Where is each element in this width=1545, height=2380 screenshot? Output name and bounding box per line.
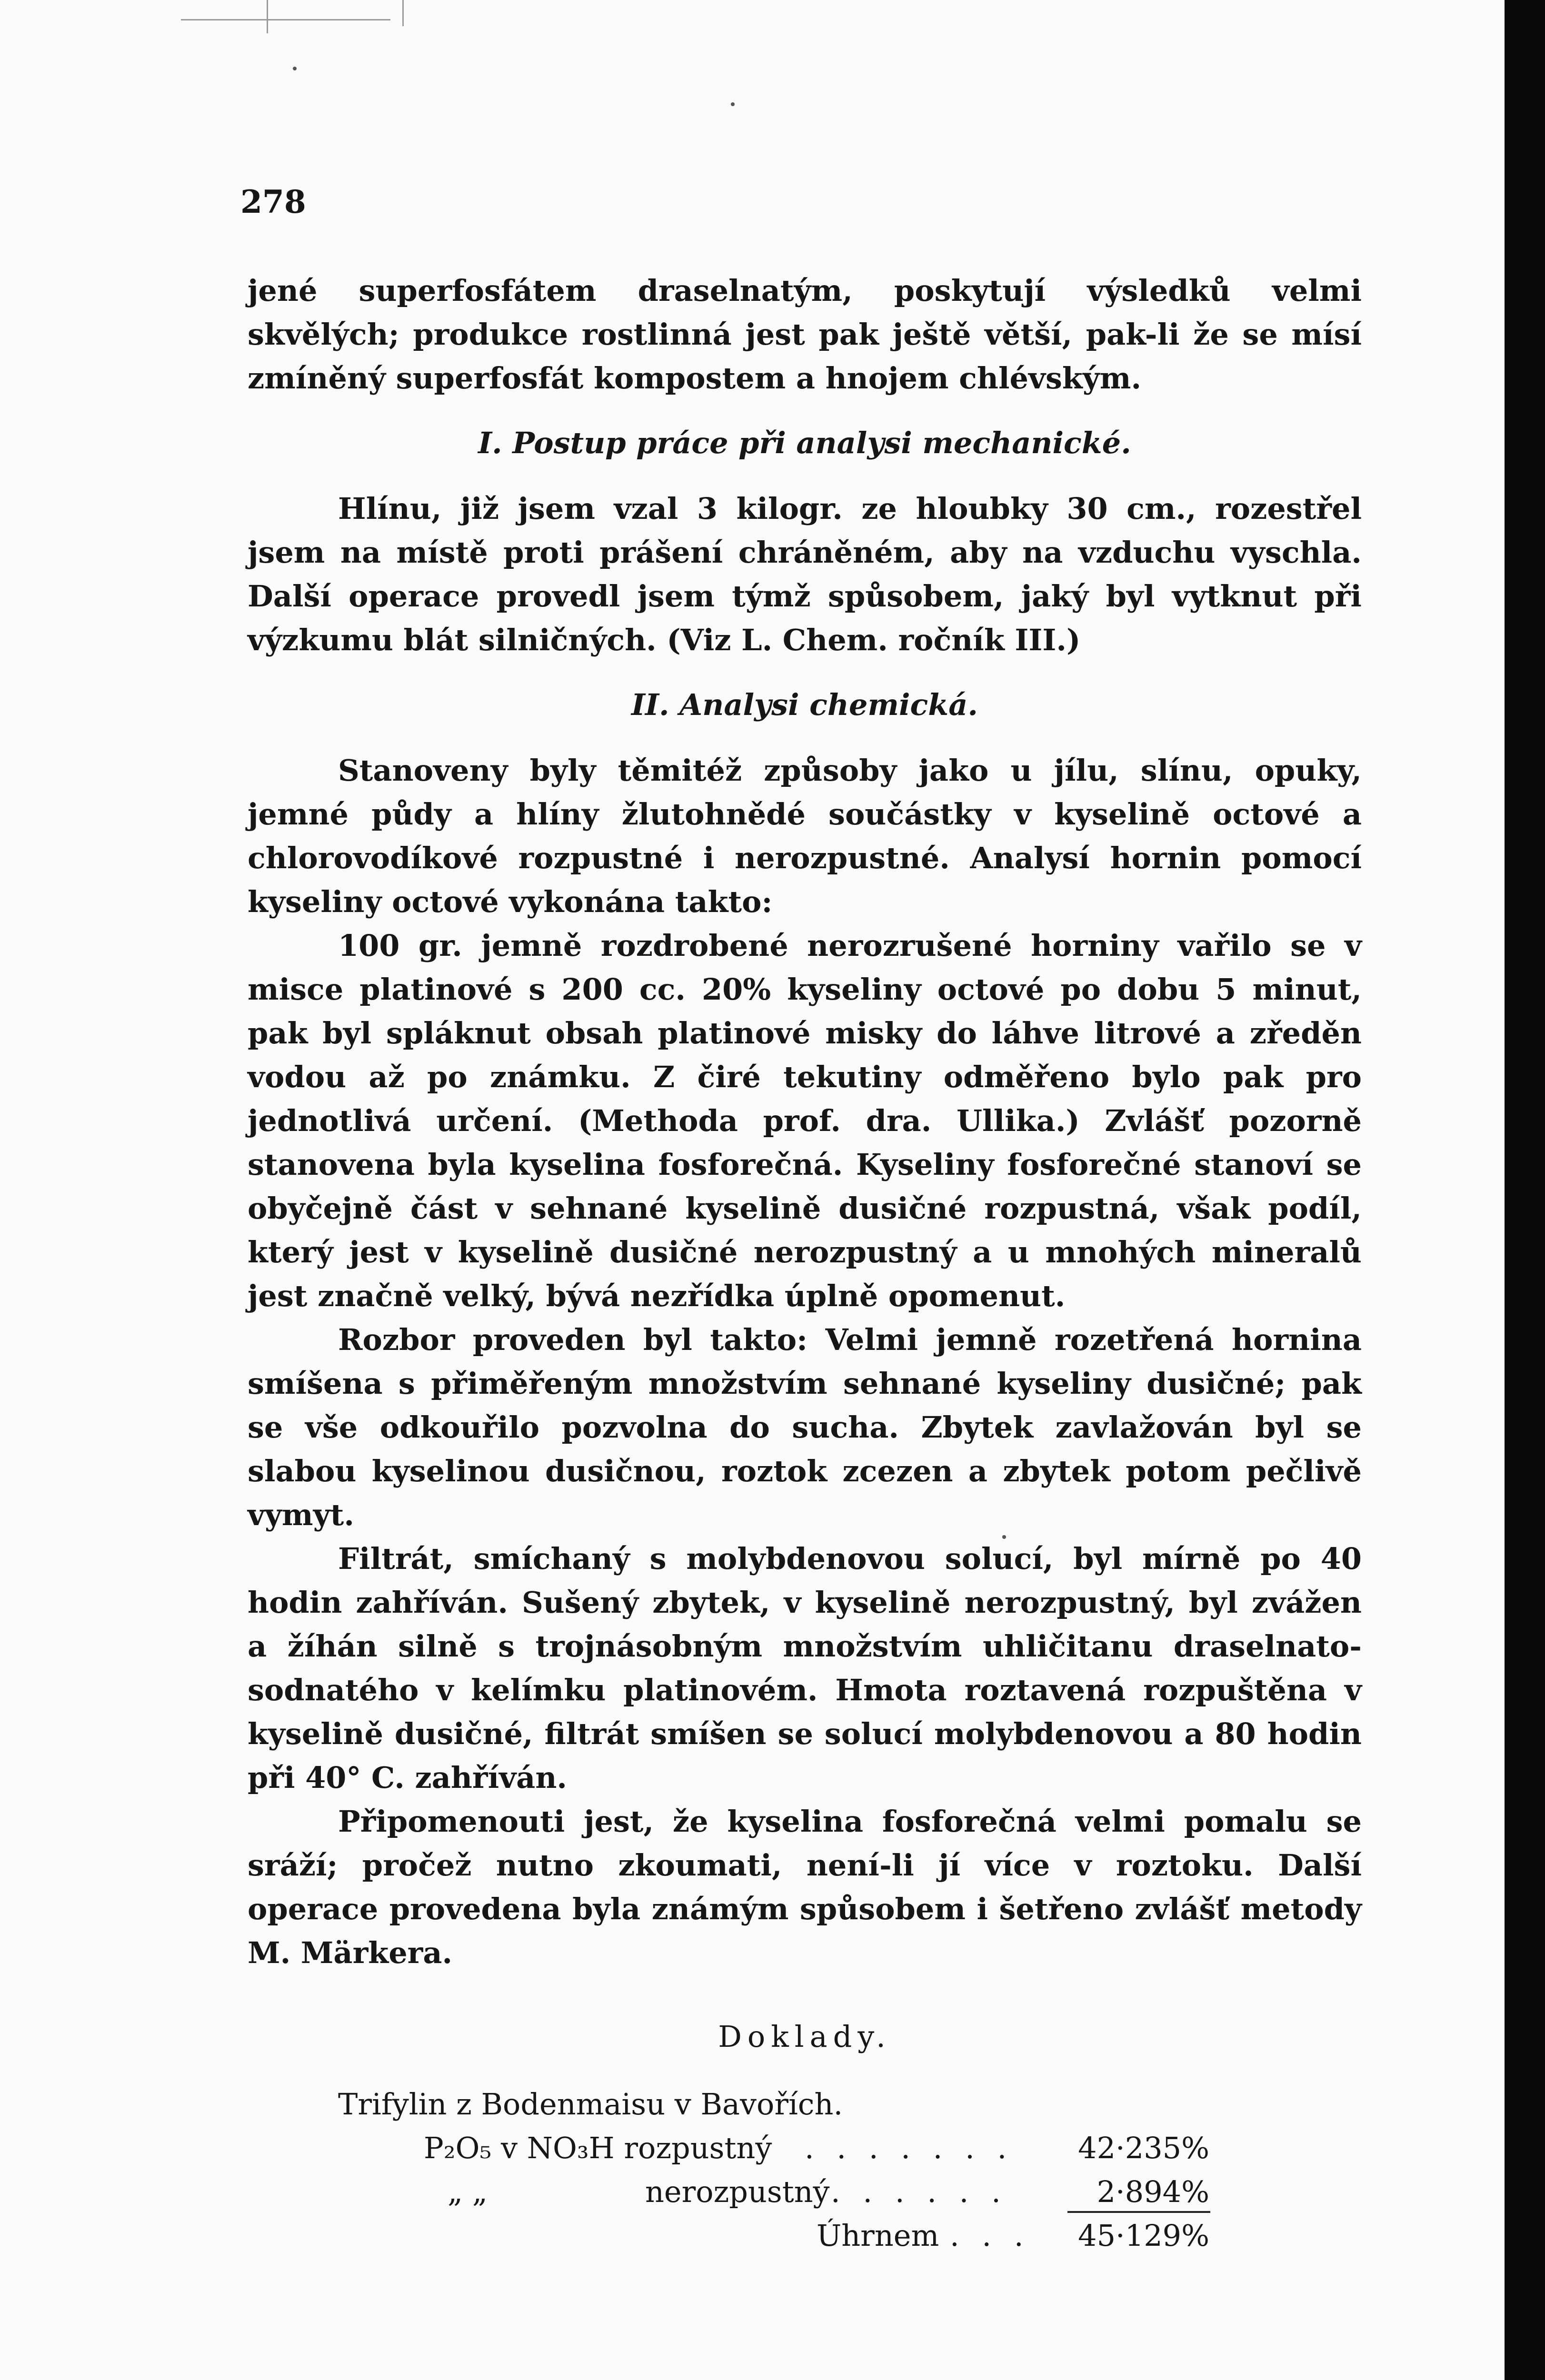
scan-artifact-dot: [731, 102, 735, 106]
row-dots: . . . . . .: [831, 2174, 1007, 2209]
paragraph-chemical-5: Připomenouti jest, že kyselina fosforečná velmi pomalu se sráží; pročež nutno zkoumati, není-li jí více v roztoku. Další operace provedena byla známým spůsobem i šetřeno zvlášť metody M. Märkera.: [248, 1804, 1362, 1970]
section-heading-chemical: II. Analysi chemická.: [631, 687, 978, 722]
paragraph-intro: jené superfosfátem draselnatým, poskytují výsledků velmi skvělých; produkce rostlinná jest pak ještě větší, pak-li že se mísí zmíněný superfosfát kompostem a hnojem chlévským.: [248, 273, 1362, 396]
scan-artifact-dot: [293, 67, 297, 70]
row-value: 2·894%: [1096, 2174, 1209, 2209]
table-row: [248, 2126, 1362, 2170]
paragraph-chemical-1: Stanoveny byly těmitéž způsoby jako u jílu, slínu, opuky, jemné půdy a hlíny žlutohnědé součástky v kyselině octové a chlorovodíkové rozpustné i nerozpustné. Analysí hornin pomocí kyseliny octové vykonána takto:: [248, 753, 1362, 919]
paragraph-chemical-2: 100 gr. jemně rozdrobené nerozrušené horniny vařilo se v misce platinové s 200 cc. 20% kyseliny octové po dobu 5 minut, pak byl spláknut obsah platinové misky do láhve litrové a zředěn vodou až po známku. Z čiré tekutiny odměřeno bylo pak pro jednotlivá určení. (Methoda prof. dra. Ullika.) Zvlášť pozorně stanovena byla kyselina fosforečná. Kyseliny fosforečné stanoví se obyčejně část v sehnané kyselině dusičné rozpustná, však podíl, který jest v kyselině dusičné nerozpustný a u mnohých mineralů jest značně velký, bývá nezřídka úplně opomenut.: [248, 928, 1362, 1313]
scan-artifact-line: [181, 19, 390, 20]
section-heading-mechanical: I. Postup práce při analysi mechanické.: [478, 426, 1131, 460]
table-row: [248, 2170, 1362, 2214]
row-ditto-marks: „ „: [448, 2174, 488, 2209]
row-dots: . . . . . . .: [805, 2131, 1014, 2165]
paragraph-mechanical: Hlínu, již jsem vzal 3 kilogr. ze hloubky 30 cm., rozestřel jsem na místě proti prášení chráněném, aby na vzduchu vyschla. Další operace provedl jsem týmž spůsobem, jaký byl vytknut při výzkumu blát silničných. (Viz L. Chem. ročník III.): [248, 491, 1362, 657]
total-label: Úhrnem: [817, 2218, 939, 2253]
scan-artifact-line: [402, 0, 404, 26]
paragraph-chemical-4: Filtrát, smíchaný s molybdenovou solucí, byl mírně po 40 hodin zahříván. Sušený zbytek, v kyselině nerozpustný, byl zvážen a žíhán silně s trojnásobným množstvím uhličitanu draselnato-sodnatého v kelímku platinovém. Hmota roztavená rozpuštěna v kyselině dusičné, filtrát smíšen se solucí molybdenovou a 80 hodin při 40° C. zahříván.: [248, 1541, 1362, 1795]
paragraph-chemical-3: Rozbor proveden byl takto: Velmi jemně rozetřená hornina smíšena s přiměřeným množstvím sehnané kyseliny dusičné; pak se vše odkouřilo pozvolna do sucha. Zbytek zavlažován byl se slabou kyselinou dusičnou, roztok zcezen a zbytek potom pečlivě vymyt.: [248, 1322, 1362, 1532]
table-row-total: [248, 2214, 1362, 2258]
page-number: 278: [240, 183, 306, 220]
row-label: nerozpustný: [645, 2174, 830, 2209]
page-body: [248, 269, 1362, 2258]
sum-underline: [1067, 2211, 1210, 2213]
row-dots: . . .: [950, 2218, 1030, 2253]
total-value: 45·129%: [1078, 2218, 1209, 2253]
specimen-title: Trifylin z Bodenmaisu v Bavořích.: [338, 2087, 843, 2122]
doklady-heading: Doklady.: [718, 2019, 891, 2054]
row-label: P₂O₅ v NO₃H rozpustný: [424, 2131, 772, 2165]
scan-edge-bar: [1505, 0, 1545, 2380]
scan-artifact-line: [267, 0, 268, 33]
row-value: 42·235%: [1078, 2131, 1209, 2165]
